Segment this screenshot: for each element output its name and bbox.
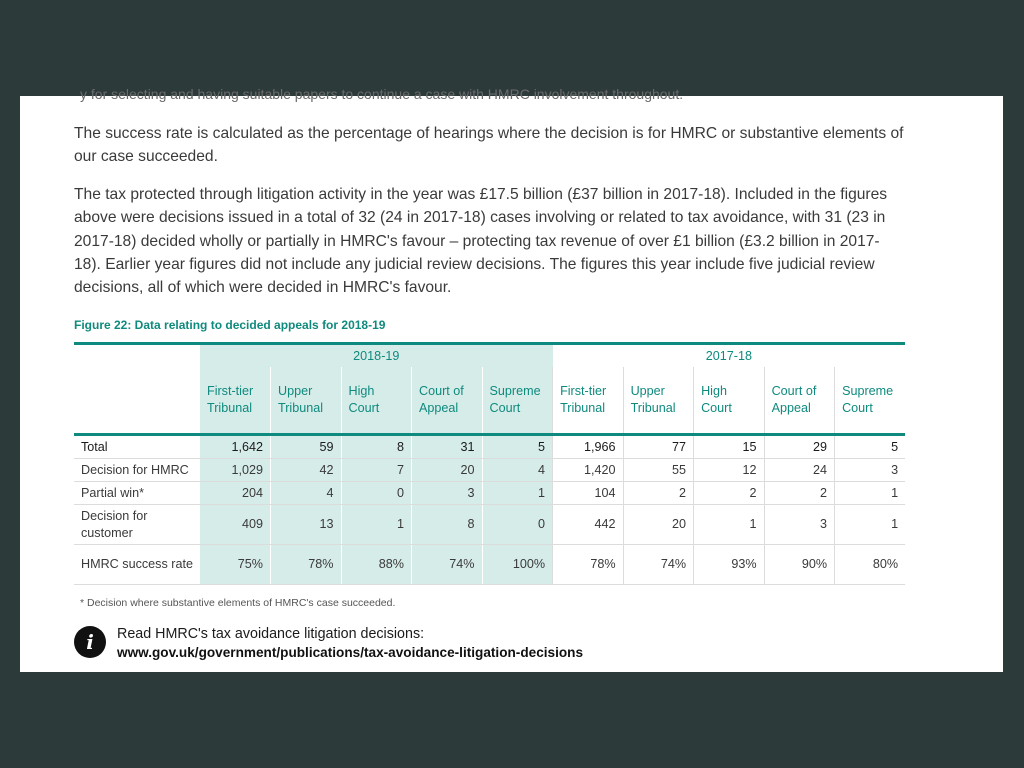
table-cell: 1 (694, 505, 765, 545)
table-cell: 104 (553, 482, 624, 505)
column-header: Upper Tribunal (271, 367, 342, 435)
table-cell: 409 (200, 505, 271, 545)
table-cell: 20 (412, 459, 483, 482)
table-cell: 1,642 (200, 435, 271, 459)
column-header: Supreme Court (835, 367, 906, 435)
table-cell: 4 (271, 482, 342, 505)
table-row-decision-for-hmrc (74, 459, 905, 482)
table-cell: 90% (764, 545, 835, 585)
table-row-partial-win (74, 482, 905, 505)
table-cell: 78% (271, 545, 342, 585)
table-row-decision-for-customer (74, 505, 905, 545)
cut-off-text-line: y for selecting and having suitable papers to continue a case with HMRC involvement throughout. (80, 86, 684, 102)
column-header: Court of Appeal (764, 367, 835, 435)
row-label: Total (74, 435, 200, 459)
table-cell: 13 (271, 505, 342, 545)
info-icon: i (74, 626, 106, 658)
table-cell: 3 (412, 482, 483, 505)
column-header: High Court (341, 367, 412, 435)
table-cell: 2 (694, 482, 765, 505)
table-cell: 42 (271, 459, 342, 482)
table-cell: 24 (764, 459, 835, 482)
table-cell: 20 (623, 505, 694, 545)
table-row-total (74, 435, 905, 459)
table-cell: 31 (412, 435, 483, 459)
table-cell: 1,420 (553, 459, 624, 482)
column-header: Upper Tribunal (623, 367, 694, 435)
table-cell: 93% (694, 545, 765, 585)
table-cell: 0 (341, 482, 412, 505)
group-header-2018-19: 2018-19 (200, 344, 553, 368)
table-cell: 5 (482, 435, 553, 459)
table-cell: 15 (694, 435, 765, 459)
paragraph-tax-protected: The tax protected through litigation activity in the year was £17.5 billion (£37 billion in 2017-18). Included in the figures above were decisions issued in a total of 32 (24 in 2017-18) cases involving or related to tax avoidance, with 31 (23 in 2017-18) decided wholly or partially in HMRC's favour – protecting tax revenue of over £1 billion (£3.2 billion in 2017-18). Earlier year figures did not include any judicial review decisions. The figures this year include five judicial review decisions, all of which were decided in HMRC's favour. (74, 186, 888, 297)
figure-title: Figure 22: Data relating to decided appeals for 2018-19 (74, 318, 386, 332)
table-cell: 74% (412, 545, 483, 585)
column-header: First-tier Tribunal (553, 367, 624, 435)
table-cell: 1,029 (200, 459, 271, 482)
table-cell: 3 (835, 459, 906, 482)
table-cell: 1,966 (553, 435, 624, 459)
document-page (20, 86, 1003, 672)
table-cell: 100% (482, 545, 553, 585)
table-cell: 75% (200, 545, 271, 585)
row-label: Decision for HMRC (74, 459, 200, 482)
table-cell: 4 (482, 459, 553, 482)
table-cell: 0 (482, 505, 553, 545)
table-cell: 88% (341, 545, 412, 585)
table-cell: 1 (341, 505, 412, 545)
table-row-success-rate (74, 545, 905, 585)
column-header: High Court (694, 367, 765, 435)
row-label: Partial win* (74, 482, 200, 505)
row-label: Decision for customer (74, 505, 200, 545)
table-cell: 442 (553, 505, 624, 545)
corner-cell (74, 344, 200, 368)
row-label: HMRC success rate (74, 545, 200, 585)
paragraph-success-rate: The success rate is calculated as the percentage of hearings where the decision is for HMRC or substantive elements of our case succeeded. (74, 125, 904, 166)
table-cell: 59 (271, 435, 342, 459)
table-cell: 5 (835, 435, 906, 459)
table-cell: 7 (341, 459, 412, 482)
table-cell: 77 (623, 435, 694, 459)
table-cell: 204 (200, 482, 271, 505)
table-cell: 8 (412, 505, 483, 545)
info-text: Read HMRC's tax avoidance litigation decisions: (117, 626, 425, 642)
table-cell: 80% (835, 545, 906, 585)
row-label-header (74, 367, 200, 435)
table-cell: 1 (835, 505, 906, 545)
table-cell: 1 (482, 482, 553, 505)
column-header: Court of Appeal (412, 367, 483, 435)
table-cell: 2 (623, 482, 694, 505)
group-header-2017-18: 2017-18 (553, 344, 906, 368)
table-cell: 74% (623, 545, 694, 585)
table-cell: 78% (553, 545, 624, 585)
table-cell: 8 (341, 435, 412, 459)
table-footnote: * Decision where substantive elements of HMRC's case succeeded. (80, 597, 396, 609)
table-cell: 55 (623, 459, 694, 482)
column-header: Supreme Court (482, 367, 553, 435)
table-cell: 12 (694, 459, 765, 482)
table-cell: 1 (835, 482, 906, 505)
table-cell: 2 (764, 482, 835, 505)
table-cell: 3 (764, 505, 835, 545)
appeals-table (74, 342, 905, 585)
decisions-link[interactable]: www.gov.uk/government/publications/tax-avoidance-litigation-decisions (117, 645, 584, 660)
table-cell: 29 (764, 435, 835, 459)
column-header: First-tier Tribunal (200, 367, 271, 435)
